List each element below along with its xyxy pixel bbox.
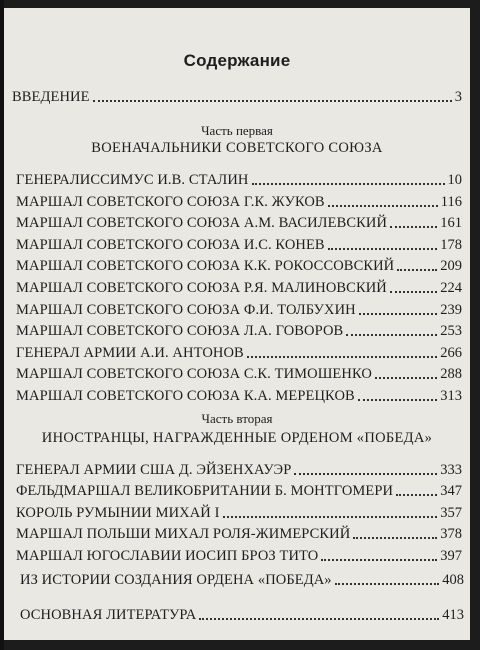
toc-entry: [16, 365, 462, 383]
toc-entry-label: МАРШАЛ СОВЕТСКОГО СОЮЗА А.М. ВАСИЛЕВСКИЙ: [16, 215, 388, 232]
toc-entry: [16, 171, 462, 189]
toc-leader-dots: [358, 398, 437, 401]
toc-leader-dots: [199, 617, 439, 620]
page-title: Содержание: [183, 51, 291, 70]
toc-entry-label: МАРШАЛ СОВЕТСКОГО СОЮЗА С.К. ТИМОШЕНКО: [16, 366, 372, 383]
toc-entry-page: 333: [440, 462, 462, 478]
toc-entry-page: 253: [440, 323, 462, 340]
toc-leader-dots: [353, 536, 437, 539]
toc-entry-page: 239: [440, 301, 462, 318]
part-one-label: Часть первая: [201, 123, 273, 138]
toc-entry-label: МАРШАЛ СОВЕТСКОГО СОЮЗА К.К. РОКОССОВСКИЙ: [16, 258, 395, 275]
toc-entry-label: МАРШАЛ ПОЛЬШИ МИХАЛ РОЛЯ-ЖИМЕРСКИЙ: [16, 526, 351, 543]
toc-entry-label: КОРОЛЬ РУМЫНИИ МИХАЙ I: [16, 504, 220, 521]
toc-leader-dots: [328, 204, 438, 207]
toc-leader-dots: [247, 355, 437, 358]
part-two-title: ИНОСТРАНЦЫ, НАГРАЖДЕННЫЕ ОРДЕНОМ «ПОБЕДА»: [41, 430, 433, 446]
toc-leader-dots: [335, 582, 440, 585]
toc-entry-page: 10: [447, 172, 462, 188]
toc-entry-label: ГЕНЕРАЛИССИМУС И.В. СТАЛИН: [16, 172, 249, 188]
toc-entry-page: 397: [440, 547, 462, 564]
toc-entry-label: МАРШАЛ СОВЕТСКОГО СОЮЗА И.С. КОНЕВ: [16, 236, 325, 253]
toc-entry-page: 378: [440, 526, 462, 543]
toc-leader-dots: [321, 558, 437, 561]
toc-entry-literature: [20, 606, 464, 624]
toc-entry-label: МАРШАЛ СОВЕТСКОГО СОЮЗА Л.А. ГОВОРОВ: [16, 323, 344, 340]
toc-entry-label: МАРШАЛ ЮГОСЛАВИИ ИОСИП БРОЗ ТИТО: [16, 547, 319, 564]
toc-leader-dots: [93, 99, 452, 102]
toc-entry: [16, 236, 462, 254]
toc-entry-page: 224: [440, 280, 462, 296]
toc-entry: [16, 279, 462, 297]
toc-entry-page: 357: [440, 504, 462, 521]
toc-entry-label: ФЕЛЬДМАРШАЛ ВЕЛИКОБРИТАНИИ Б. МОНТГОМЕРИ: [16, 483, 394, 500]
toc-entry-page: 413: [442, 607, 464, 623]
part-one-title: ВОЕНАЧАЛЬНИКИ СОВЕТСКОГО СОЮЗА: [91, 140, 383, 156]
toc-entry: [16, 387, 462, 405]
toc-entry-page: 178: [440, 236, 462, 253]
toc-entry: [16, 547, 462, 565]
toc-entry-page: 313: [440, 388, 462, 404]
toc-entry-label: ОСНОВНАЯ ЛИТЕРАТУРА: [20, 607, 197, 623]
toc-entry-label: МАРШАЛ СОВЕТСКОГО СОЮЗА К.А. МЕРЕЦКОВ: [16, 388, 355, 404]
toc-entry-label: МАРШАЛ СОВЕТСКОГО СОЮЗА Г.К. ЖУКОВ: [16, 193, 325, 210]
toc-leader-dots: [359, 312, 438, 315]
toc-leader-dots: [328, 247, 438, 250]
toc-leader-dots: [375, 376, 437, 379]
toc-entry-label: МАРШАЛ СОВЕТСКОГО СОЮЗА Р.Я. МАЛИНОВСКИЙ: [16, 280, 387, 296]
toc-leader-dots: [397, 268, 437, 271]
toc-entry: [16, 301, 462, 319]
toc-entry-page: 288: [440, 366, 462, 383]
toc-entry-page: 209: [440, 258, 462, 275]
toc-leader-dots: [252, 182, 445, 185]
toc-entry-intro: [12, 88, 462, 106]
toc-entry-label: ГЕНЕРАЛ АРМИИ США Д. ЭЙЗЕНХАУЭР: [16, 462, 292, 478]
toc-entry-label: ИЗ ИСТОРИИ СОЗДАНИЯ ОРДЕНА «ПОБЕДА»: [20, 572, 332, 588]
toc-leader-dots: [396, 493, 437, 496]
toc-leader-dots: [346, 333, 437, 336]
toc-leader-dots: [390, 225, 437, 228]
toc-entry-label: МАРШАЛ СОВЕТСКОГО СОЮЗА Ф.И. ТОЛБУХИН: [16, 301, 356, 318]
toc-entry: [16, 322, 462, 340]
toc-entry-page: 347: [440, 483, 462, 500]
part-two-label: Часть вторая: [201, 411, 273, 426]
toc-entry: [16, 461, 462, 479]
toc-entry: [16, 193, 462, 211]
toc-entry: [16, 214, 462, 232]
toc-entry-page: 266: [440, 344, 462, 361]
toc-entry-page: 161: [440, 215, 462, 232]
toc-entry-page: 3: [454, 89, 462, 105]
toc-entry-history: [20, 571, 464, 589]
toc-leader-dots: [390, 290, 437, 293]
toc-entry-label: ВВЕДЕНИЕ: [12, 89, 90, 105]
book-page: [4, 8, 470, 640]
toc-leader-dots: [223, 515, 438, 518]
toc-entry-page: 116: [440, 193, 462, 210]
toc-entry: [16, 344, 462, 362]
toc-entry: [16, 525, 462, 543]
toc-entry-page: 408: [442, 572, 464, 588]
toc-entry: [16, 504, 462, 522]
toc-entry: [16, 257, 462, 275]
toc-entry: [16, 482, 462, 500]
toc-leader-dots: [294, 472, 437, 475]
toc-entry-label: ГЕНЕРАЛ АРМИИ А.И. АНТОНОВ: [16, 344, 244, 361]
